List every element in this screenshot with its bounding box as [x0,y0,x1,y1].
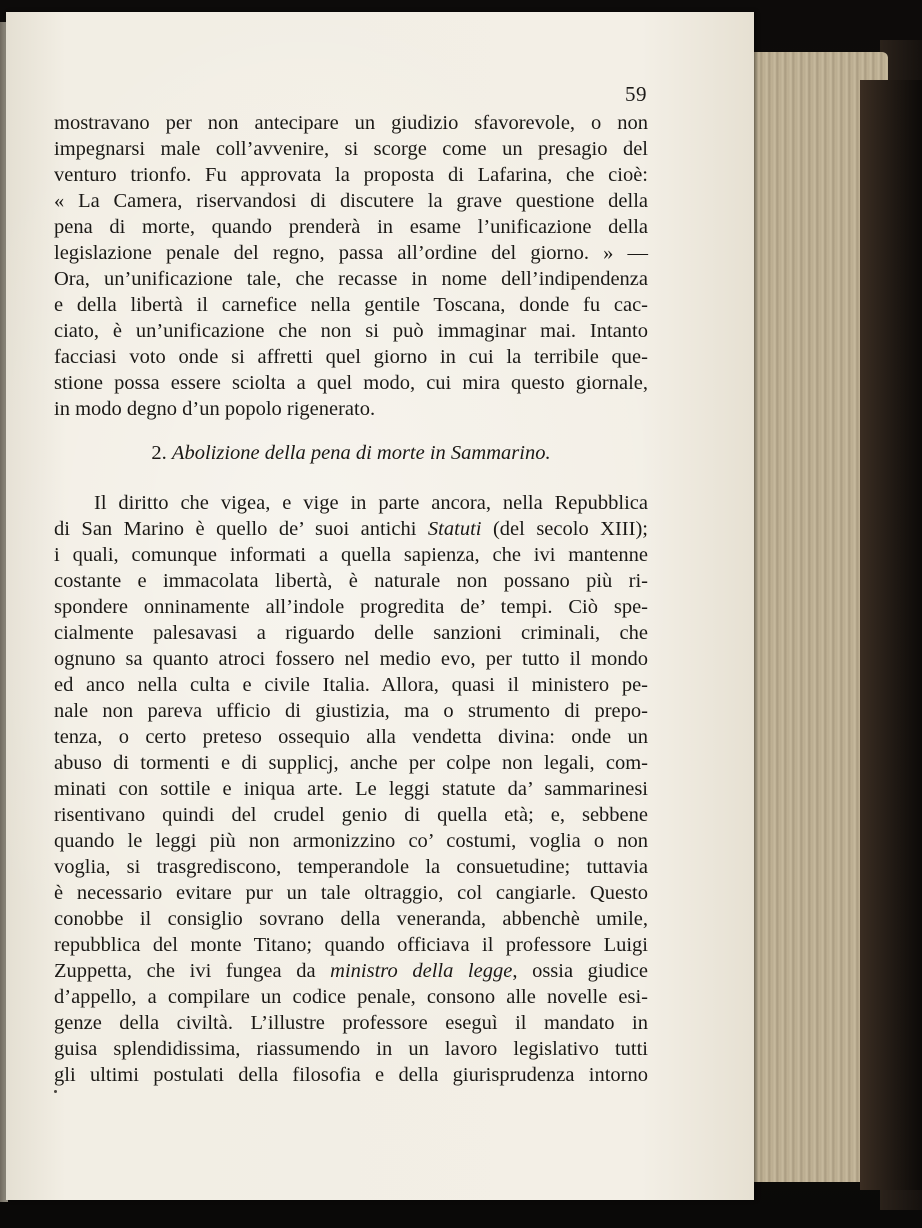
page-block-shadow [860,80,922,1190]
text-line: impegnarsi male coll’avvenire, si scorge come un presagio del [54,138,648,160]
text-line: mostravano per non antecipare un giudizio sfavorevole, o non [54,112,648,134]
text-line: è necessario evitare pur un tale oltraggio, col cangiarle. Questo [54,882,648,904]
italic-term: Statuti [427,518,482,540]
section-number: 2. [151,442,167,464]
text-line: d’appello, a compilare un codice penale, consono alle novelle esi- [54,986,648,1008]
ink-speck [54,1090,57,1093]
text-line: in modo degno d’un popolo rigenerato. [54,398,376,420]
text-line: Il diritto che vigea, e vige in parte ancora, nella Repubblica [94,492,648,514]
text-line: nale non pareva ufficio di giustizia, ma o strumento di prepo- [54,700,648,722]
text-line: pena di morte, quando prenderà in esame l’unificazione della [54,216,648,238]
text-line: minati con sottile e iniqua arte. Le leggi statute da’ sammarinesi [54,778,648,800]
section-title: Abolizione della pena di morte in Sammarino. [171,442,551,464]
text-line: genze della civiltà. L’illustre professore eseguì il mandato in [54,1012,648,1034]
text-line: voglia, si trasgrediscono, temperandole la consuetudine; tuttavia [54,856,648,878]
text-line: ognuno sa quanto atroci fossero nel medio evo, per tutto il mondo [54,648,648,670]
text-line: facciasi voto onde si affretti quel giorno in cui la terribile que- [54,346,648,368]
text-line: gli ultimi postulati della filosofia e della giurisprudenza intorno [54,1064,648,1086]
text-line: i quali, comunque informati a quella sapienza, che ivi mantenne [54,544,648,566]
text-line: costante e immacolata libertà, è naturale non possano più ri- [54,570,648,592]
text-line: « La Camera, riservandosi di discutere la grave questione della [54,190,648,212]
text-line: tenza, o certo preteso ossequio alla vendetta divina: onde un [54,726,648,748]
section-heading [54,440,648,466]
text-line: ciato, è un’unificazione che non si può immaginar mai. Intanto [54,320,648,342]
text-line: legislazione penale del regno, passa all’ordine del giorno. » — [54,242,648,264]
text-line: cialmente palesavasi a riguardo delle sanzioni criminali, che [54,622,648,644]
text-line: di San Marino è quello de’ suoi antichi Statuti (del secolo XIII); [54,518,648,540]
text-line: Zuppetta, che ivi fungea da ministro della legge, ossia giudice [54,960,648,982]
text-line: abuso di tormenti e di supplicj, anche per colpe non legali, com- [54,752,648,774]
text-line: e della libertà il carnefice nella gentile Toscana, donde fu cac- [54,294,648,316]
book-page [6,12,754,1200]
text-line: risentivano quindi del crudel genio di quella età; e, sebbene [54,804,648,826]
text-line: quando le leggi più non armonizzino co’ costumi, voglia o non [54,830,648,852]
italic-term: ministro della legge [330,960,513,982]
text-line: Ora, un’unificazione tale, che recasse in nome dell’indipendenza [54,268,648,290]
text-line: spondere onninamente all’indole progredita de’ tempi. Ciò spe- [54,596,648,618]
text-line: guisa splendidissima, riassumendo in un lavoro legislativo tutti [54,1038,648,1060]
text-line: venturo trionfo. Fu approvata la proposta di Lafarina, che cioè: [54,164,648,186]
text-line: repubblica del monte Titano; quando officiava il professore Luigi [54,934,648,956]
text-line: conobbe il consiglio sovrano della veneranda, abbenchè umile, [54,908,648,930]
text-line: ed anco nella culta e civile Italia. Allora, quasi il ministero pe- [54,674,648,696]
page-number: 59 [625,82,647,106]
text-line: stione possa essere sciolta a quel modo, cui mira questo giornale, [54,372,648,394]
